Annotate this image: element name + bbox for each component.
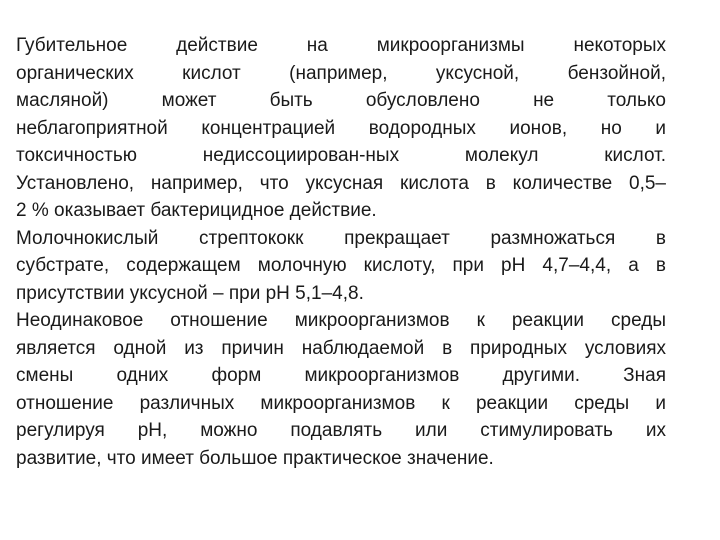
paragraph-ph-regulation [16,307,666,472]
text-line: развитие, что имеет большое практическое значение. [16,447,494,469]
text-line: субстрате, содержащем молочную кислоту, при pH 4,7–4,4, а в [16,255,666,276]
text-line: Установлено, например, что уксусная кислота в количестве 0,5– [16,172,666,194]
text-line: токсичностью недиссоциирован-ных молекул кислот. [16,145,666,166]
paragraph-acid-toxicity [16,32,666,225]
text-line: неблагоприятной концентрацией водородных ионов, но и [16,117,666,139]
text-line: отношение различных микроорганизмов к реакции среды и [16,392,666,414]
text-line: смены одних форм микроорганизмов другими. Зная [16,365,666,386]
text-line: является одной из причин наблюдаемой в природных условиях [16,337,666,359]
text-line: Губительное действие на микроорганизмы некоторых [16,35,666,56]
text-line: масляной) может быть обусловлено не только [16,90,666,111]
text-line: регулируя pH, можно подавлять или стимулировать их [16,420,666,441]
text-line: 2 % оказывает бактерицидное действие. [16,200,377,221]
paragraph-streptococcus [16,225,666,308]
text-line: присутствии уксусной – при pH 5,1–4,8. [16,282,364,304]
document-body [16,32,666,472]
text-line: органических кислот (например, уксусной, бензойной, [16,62,666,84]
text-line: Неодинаковое отношение микроорганизмов к реакции среды [16,310,666,331]
text-line: Молочнокислый стрептококк прекращает размножаться в [16,227,666,249]
